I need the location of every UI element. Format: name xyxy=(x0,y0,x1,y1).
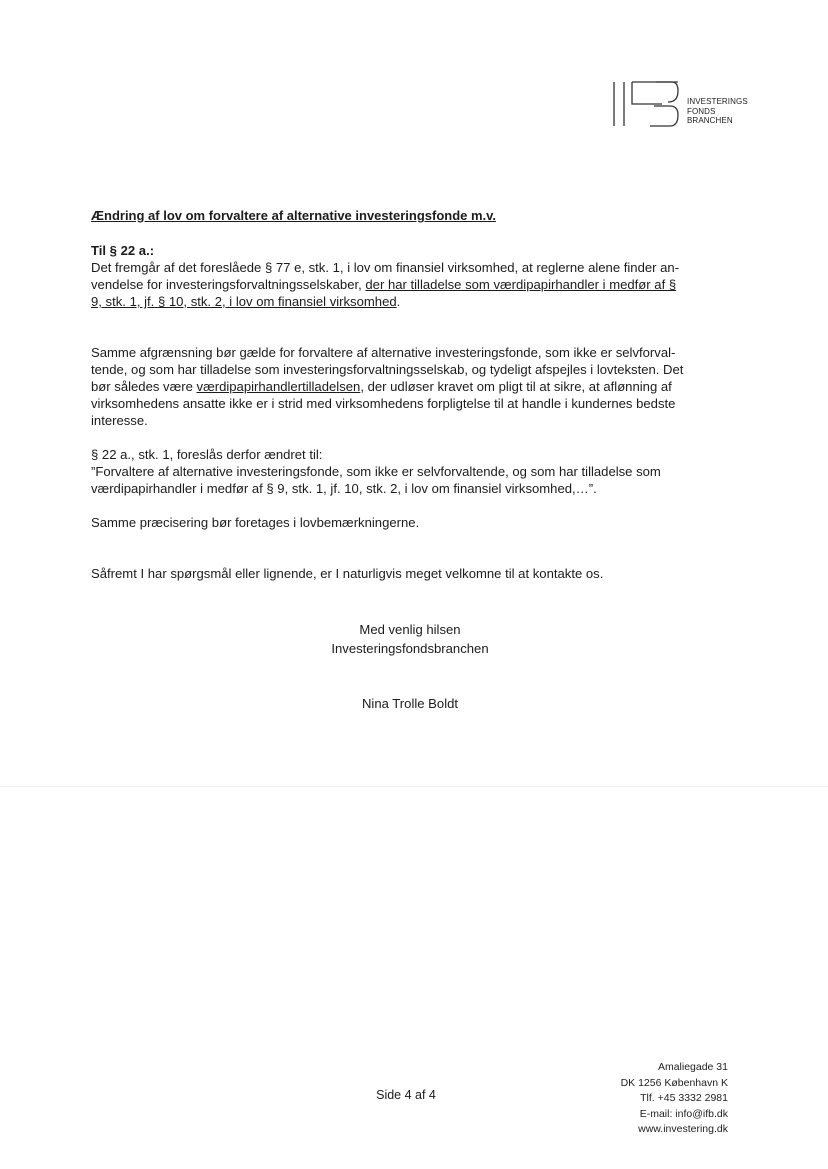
address-email: E-mail: info@ifb.dk xyxy=(639,1107,728,1120)
p3-line-1: § 22 a., stk. 1, foreslås derfor ændret til: xyxy=(91,447,323,462)
p2-line-1: Samme afgrænsning bør gælde for forvaltere af alternative investeringsfonde, som ikke er selvforval- xyxy=(91,345,676,360)
p1-text-c: . xyxy=(396,294,401,309)
ifb-logo-mark xyxy=(612,80,682,128)
p3-line-3: værdipapirhandler i medfør af § 9, stk. 1, jf. 10, stk. 2, i lov om finansiel virksomhed,…”. xyxy=(91,481,597,496)
greeting: Med venlig hilsen xyxy=(359,622,461,637)
p2-line-3a: bør således være xyxy=(91,379,197,394)
p1-underlined-c: 9, stk. 1, jf. § 10, stk. 2, i lov om finansiel virksomhed xyxy=(91,294,397,309)
p2-line-2: tende, og som har tilladelse som investeringsforvaltningsselskab, og tydeligt afspejles i lovteksten. Det xyxy=(91,362,684,377)
p2-line-3b: , der udløser kravet om pligt til at sikre, at aflønning af xyxy=(360,379,672,394)
paragraph-1 xyxy=(91,259,731,310)
address-line-2: DK 1256 København K xyxy=(620,1076,728,1089)
p1-text-a: Det fremgår af det foreslåede § 77 e, stk. 1, i lov om finansiel virksomhed, at reglerne alene finder an- xyxy=(91,260,680,275)
logo-line-3: BRANCHEN xyxy=(687,116,733,125)
ifb-logo xyxy=(612,80,762,128)
paragraph-5: Såfremt I har spørgsmål eller lignende, er I naturligvis meget velkomne til at kontakte os. xyxy=(91,566,604,581)
address-phone: Tlf. +45 3332 2981 xyxy=(640,1092,728,1104)
p1-text-b: vendelse for investeringsforvaltningsselskaber, xyxy=(91,277,366,292)
page-divider xyxy=(0,786,828,787)
document-heading: Ændring af lov om forvaltere af alternative investeringsfonde m.v. xyxy=(91,208,497,223)
p2-line-5: interesse. xyxy=(91,413,148,428)
logo-text xyxy=(687,97,748,126)
paragraph-4: Samme præcisering bør foretages i lovbemærkningerne. xyxy=(91,515,420,530)
p1-underlined-b: der har tilladelse som værdipapirhandler i medfør af § xyxy=(365,277,677,292)
paragraph-2 xyxy=(91,344,731,429)
organization-name: Investeringsfondsbranchen xyxy=(331,641,489,656)
p3-line-2: ”Forvaltere af alternative investeringsfonde, som ikke er selvforvaltende, og som har tilladelse som xyxy=(91,464,661,479)
footer-address xyxy=(621,1060,728,1138)
closing-greeting xyxy=(260,620,560,658)
page-number: Side 4 af 4 xyxy=(376,1088,436,1102)
logo-line-1: INVESTERINGS xyxy=(687,97,748,106)
p2-line-4: virksomhedens ansatte ikke er i strid med virksomhedens forpligtelse til at handle i kundernes bedste xyxy=(91,396,676,411)
section-title: Til § 22 a.: xyxy=(91,243,155,258)
paragraph-3 xyxy=(91,446,731,497)
address-website: www.investering.dk xyxy=(638,1123,728,1135)
signatory-name: Nina Trolle Boldt xyxy=(361,696,459,711)
p2-line-3-underlined: værdipapirhandlertilladelsen xyxy=(196,379,361,394)
logo-line-2: FONDS xyxy=(687,106,716,116)
address-line-1: Amaliegade 31 xyxy=(657,1061,728,1073)
letter-body xyxy=(91,207,731,582)
